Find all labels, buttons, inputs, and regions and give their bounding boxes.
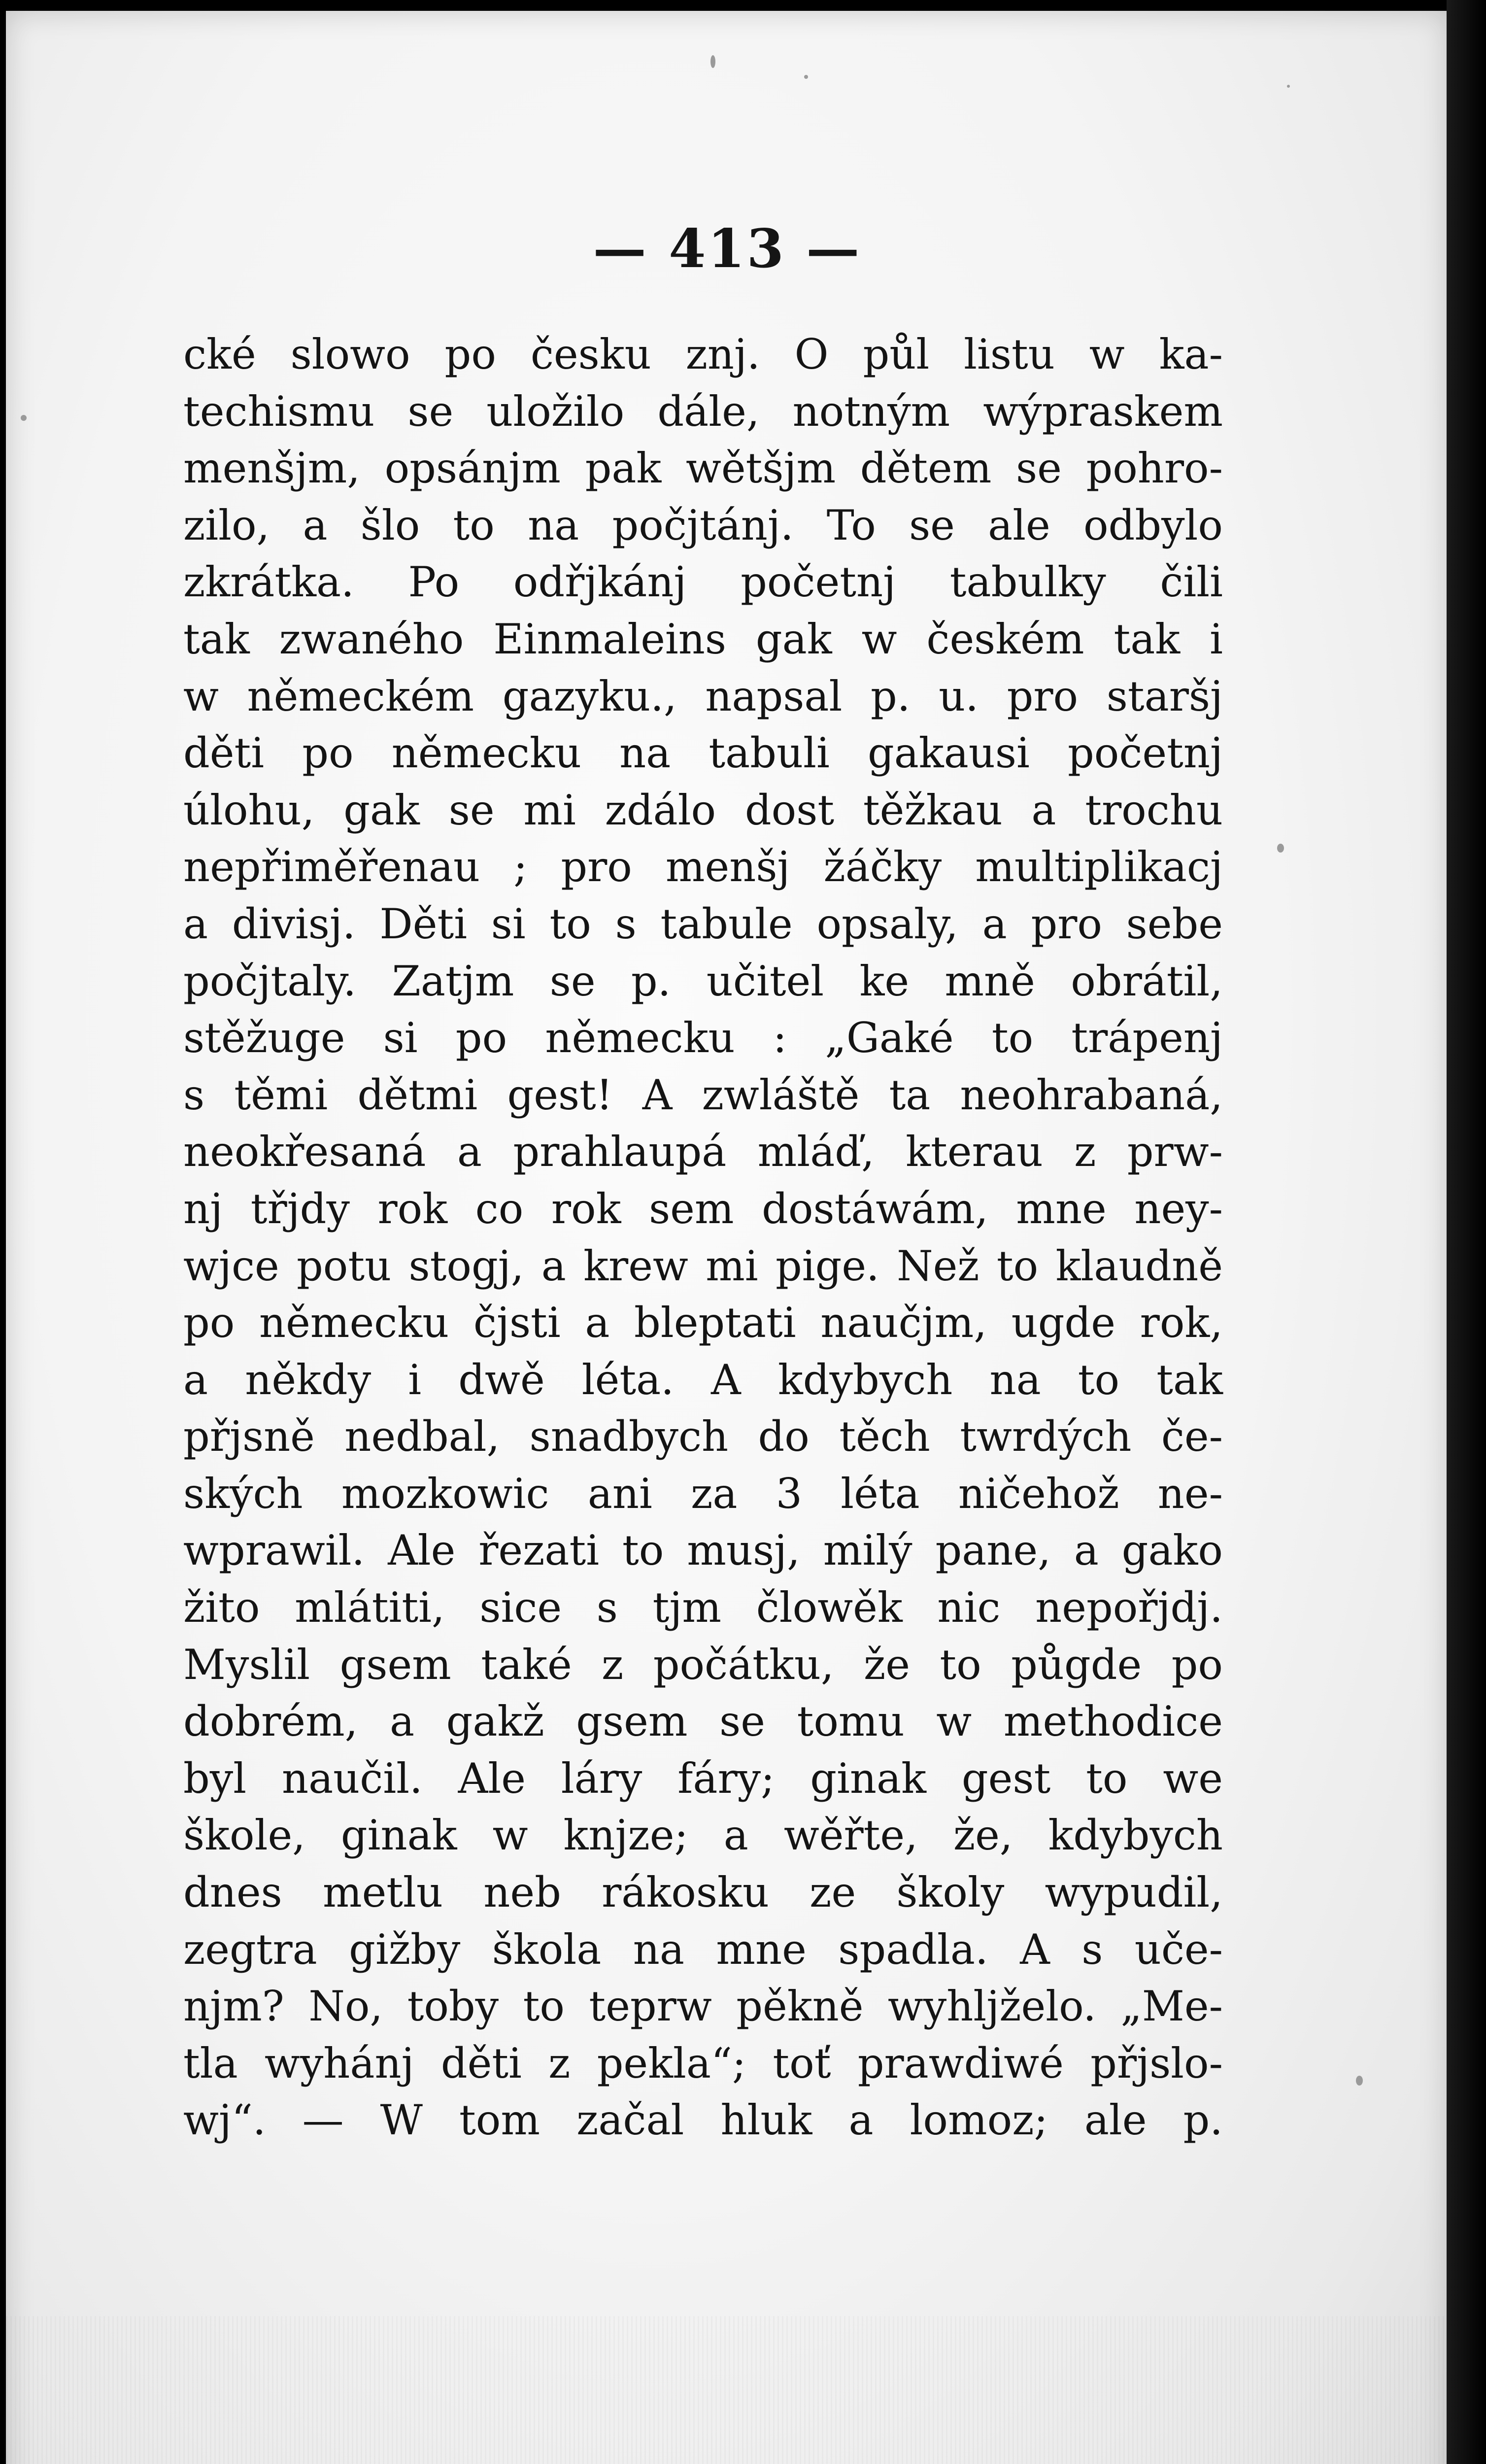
dust-speck	[1277, 844, 1284, 853]
text-line: a někdy i dwě léta. A kdybych na to tak	[183, 1355, 1223, 1404]
page-number: — 413 —	[593, 218, 862, 280]
paper-sheet	[6, 11, 1449, 2464]
dust-speck	[710, 55, 715, 68]
text-line: zegtra gižby škola na mne spadla. A s uče-	[183, 1925, 1223, 1974]
text-line: techismu se uložilo dále, notným wýpraskem	[183, 387, 1223, 436]
text-line: zkrátka. Po odřjkánj početnj tabulky čili	[183, 558, 1223, 607]
text-line: zilo, a šlo to na počjtánj. To se ale odbylo	[183, 501, 1223, 549]
text-line: ských mozkowic ani za 3 léta ničehož ne-	[183, 1469, 1223, 1518]
text-line: žito mlátiti, sice s tjm člowěk nic nepořjdj.	[183, 1583, 1223, 1632]
text-line: menšjm, opsánjm pak wětšjm dětem se pohro-	[183, 444, 1223, 493]
text-line: cké slowo po česku znj. O půl listu w ka-	[183, 330, 1223, 378]
text-line: a divisj. Děti si to s tabule opsaly, a pro sebe	[183, 899, 1223, 948]
text-line: nj třjdy rok co rok sem dostáwám, mne ney-	[183, 1184, 1223, 1233]
scan-border	[1447, 0, 1486, 2464]
dust-speck	[1356, 2076, 1363, 2086]
text-line: úlohu, gak se mi zdálo dost těžkau a trochu	[183, 786, 1223, 834]
text-line: dnes metlu neb rákosku ze školy wypudil,	[183, 1868, 1223, 1917]
text-line: po německu čjsti a bleptati naučjm, ugde rok,	[183, 1299, 1223, 1347]
text-line: byl naučil. Ale láry fáry; ginak gest to we	[183, 1754, 1223, 1803]
paper-grain	[6, 2316, 1449, 2464]
text-line: stěžuge si po německu : „Gaké to trápenj	[183, 1014, 1223, 1062]
text-line: neokřesaná a prahlaupá mláď, kterau z prw-	[183, 1128, 1223, 1176]
body-text	[183, 326, 1223, 2149]
text-line: počjtaly. Zatjm se p. učitel ke mně obrátil,	[183, 957, 1223, 1005]
text-line: škole, ginak w knjze; a wěřte, že, kdybych	[183, 1811, 1223, 1860]
dust-speck	[804, 75, 808, 79]
text-line: přjsně nedbal, snadbych do těch twrdých če-	[183, 1412, 1223, 1461]
text-line: nepřiměřenau ; pro menšj žáčky multiplikacj	[183, 843, 1223, 891]
text-line: dobrém, a gakž gsem se tomu w methodice	[183, 1697, 1223, 1746]
dust-speck	[21, 415, 27, 421]
text-line: tla wyhánj děti z pekla“; toť prawdiwé přjslo-	[183, 2039, 1223, 2088]
text-line: děti po německu na tabuli gakausi početnj	[183, 729, 1223, 778]
text-line: Myslil gsem také z počátku, že to půgde po	[183, 1640, 1223, 1689]
text-line: wj“. — W tom začal hluk a lomoz; ale p.	[183, 2096, 1223, 2145]
text-line: wjce potu stogj, a krew mi pige. Než to klaudně	[183, 1241, 1223, 1290]
text-line: w německém gazyku., napsal p. u. pro staršj	[183, 672, 1223, 720]
text-line: wprawil. Ale řezati to musj, milý pane, a gako	[183, 1526, 1223, 1575]
text-line: tak zwaného Einmaleins gak w českém tak i	[183, 615, 1223, 663]
text-line: njm? No, toby to teprw pěkně wyhljželo. „Me-	[183, 1982, 1223, 2031]
dust-speck	[1287, 85, 1290, 88]
text-line: s těmi dětmi gest! A zwláště ta neohrabaná,	[183, 1070, 1223, 1119]
